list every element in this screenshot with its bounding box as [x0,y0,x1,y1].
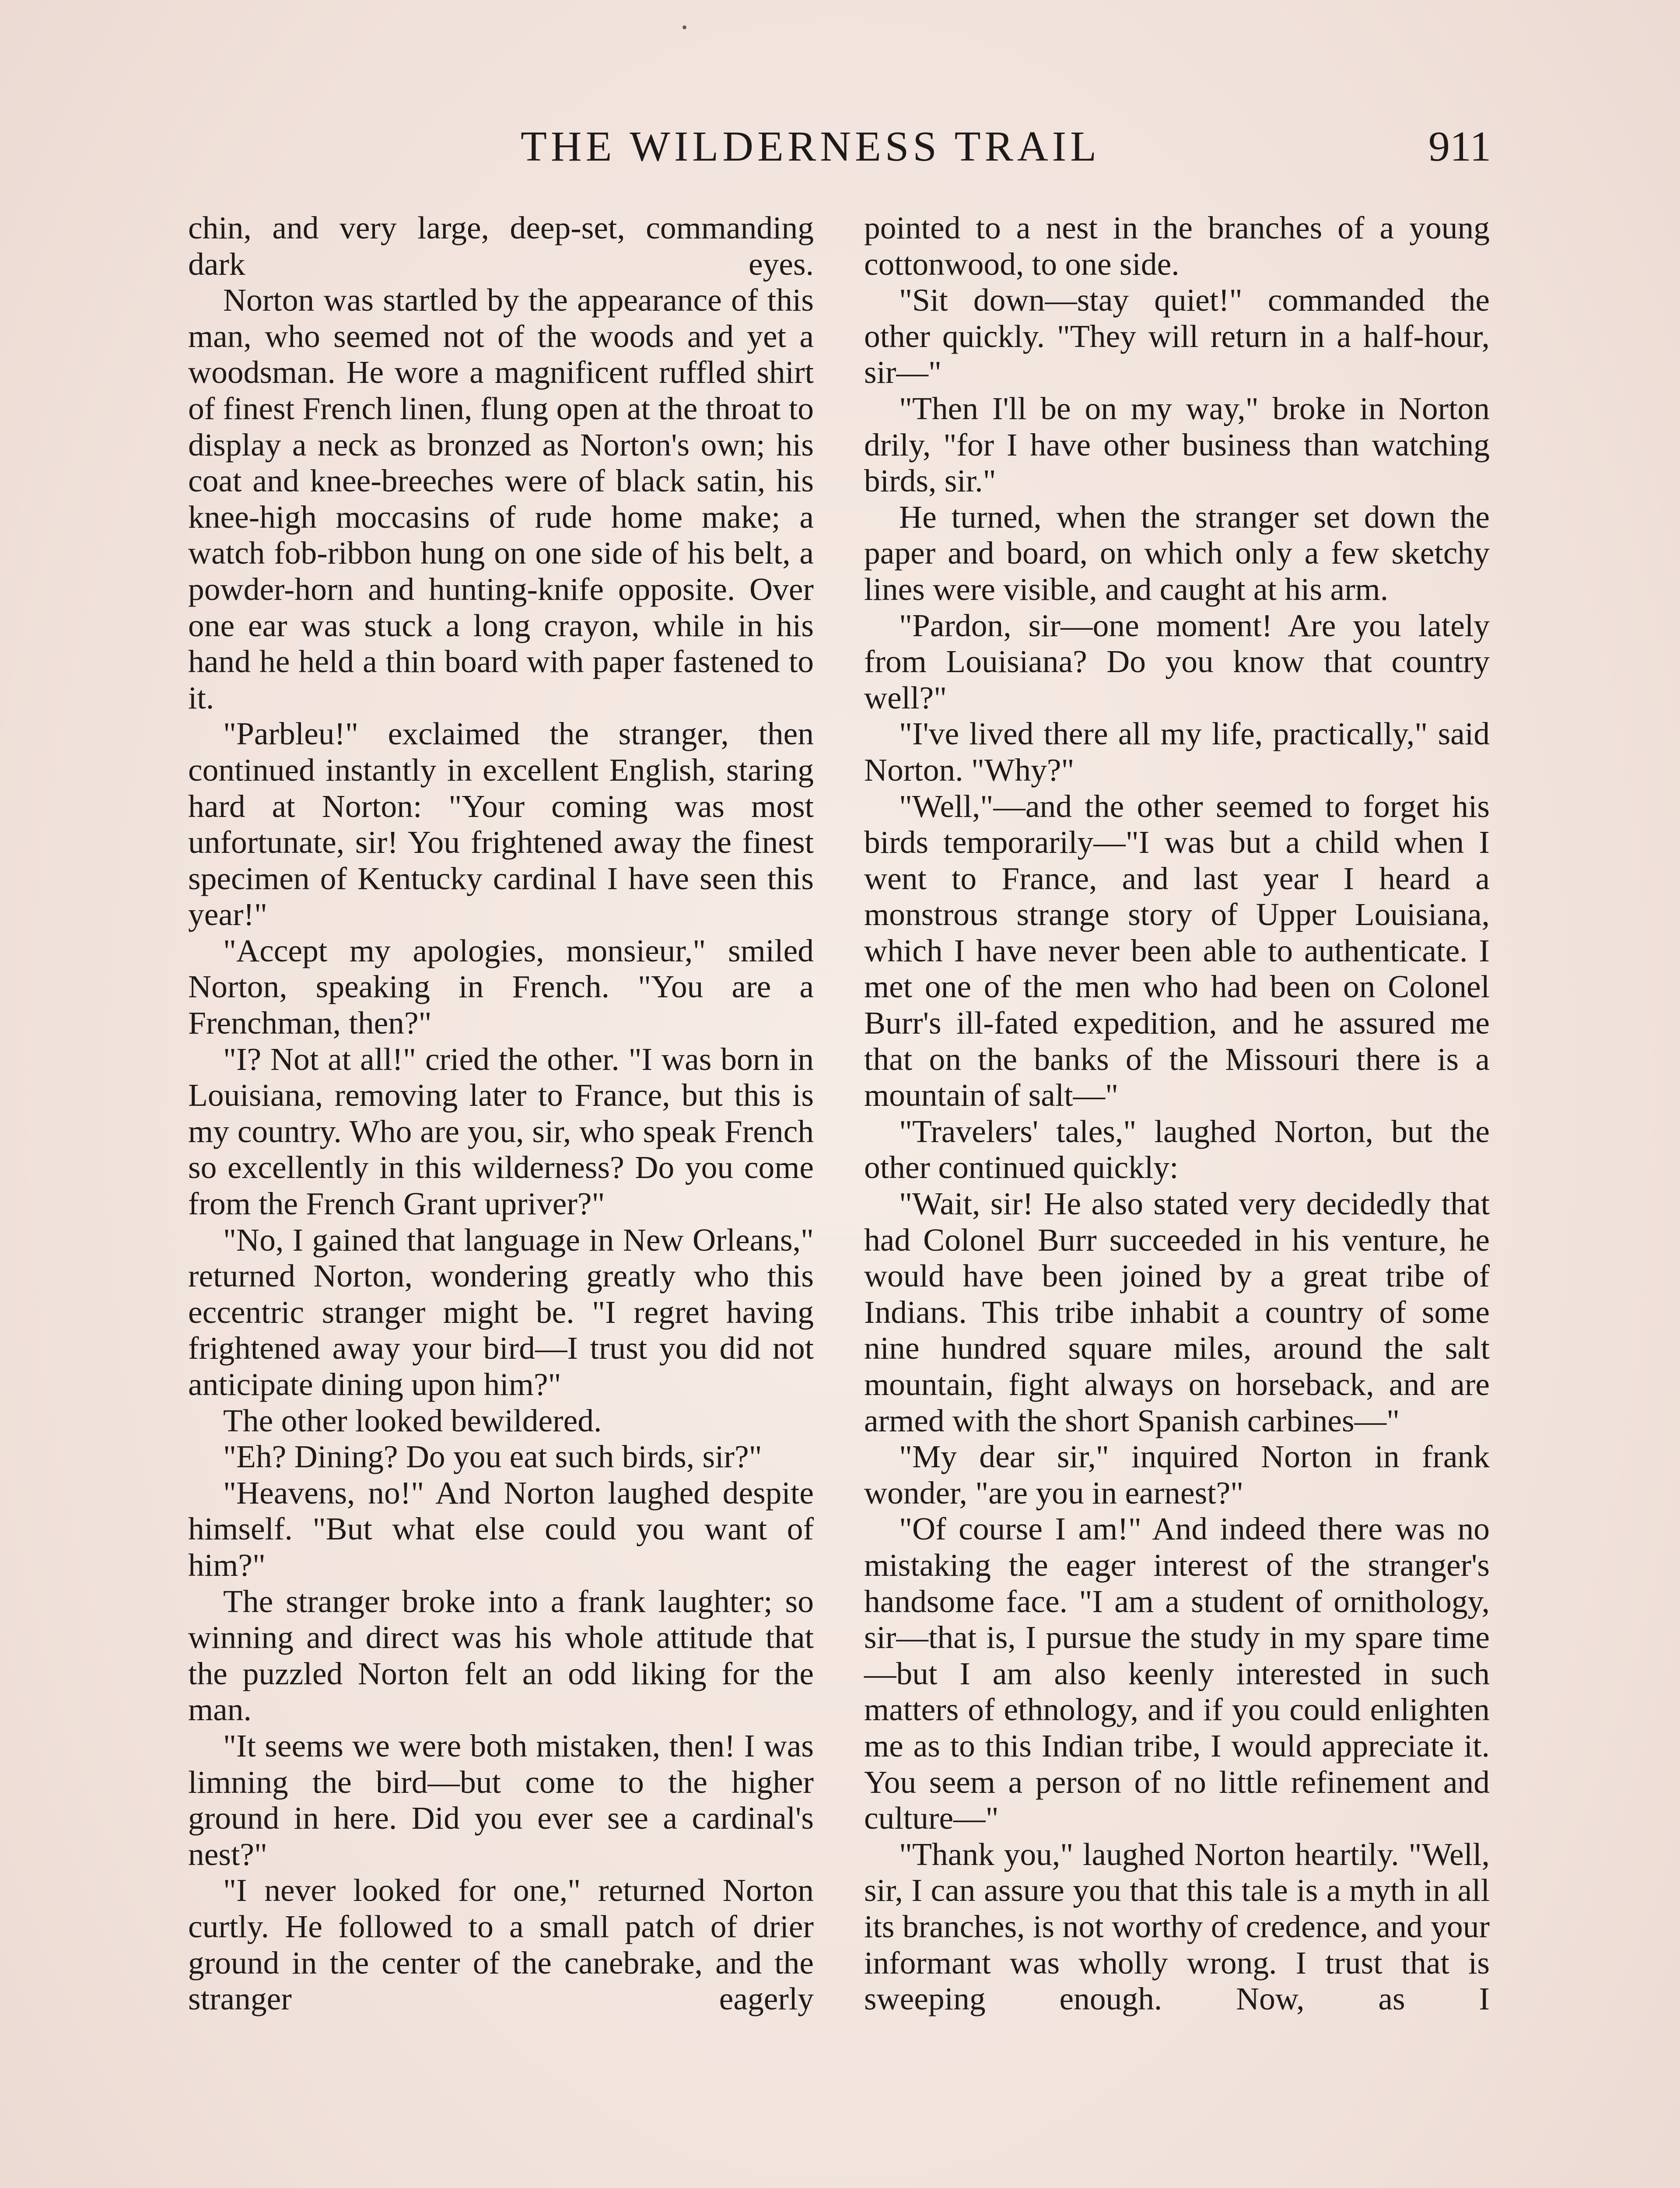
paragraph: "Well,"—and the other seemed to forget his birds temporarily—"I was but a child when I went to France, and last year I heard a monstrous strange story of Upper Louisiana, which I have never been able to authenticate. I met one of the men who had been on Colonel Burr's ill-fated expedition, and he assured me that on the banks of the Missouri there is a mountain of salt—" [864,788,1490,1113]
paragraph: "Then I'll be on my way," broke in Norton drily, "for I have other business than watching birds, sir." [864,390,1490,499]
paragraph: "Of course I am!" And indeed there was no mistaking the eager interest of the stranger's handsome face. "I am a student of ornithology, sir—that is, I pursue the study in my spare time—but I am also keenly interested in such matters of ethnology, and if you could enlighten me as to this Indian tribe, I would appreciate it. You seem a person of no little refinement and culture—" [864,1511,1490,1836]
paragraph: "Accept my apologies, monsieur," smiled Norton, speaking in French. "You are a Frenchman, then?" [188,933,814,1041]
paragraph: The other looked bewildered. [223,1403,602,1438]
running-header [0,118,1680,175]
paragraph: "Travelers' tales," laughed Norton, but the other continued quickly: [864,1113,1490,1185]
paragraph: "Heavens, no!" And Norton laughed despite himself. "But what else could you want of him?" [188,1475,814,1583]
running-title: THE WILDERNESS TRAIL [521,123,1101,170]
left-column [188,210,814,2017]
paragraph: pointed to a nest in the branches of a young cottonwood, to one side. [864,210,1490,282]
page-number: 911 [1428,123,1491,170]
paragraph: "No, I gained that language in New Orleans," returned Norton, wondering greatly who this eccentric stranger might be. "I regret having frightened away your bird—I trust you did not anticipate dining upon him?" [188,1222,814,1402]
paragraph: "It seems we were both mistaken, then! I was limning the bird—but come to the higher ground in here. Did you ever see a cardinal's nest?" [188,1728,814,1872]
paragraph: "I've lived there all my life, practically," said Norton. "Why?" [864,716,1490,788]
paragraph: The stranger broke into a frank laughter; so winning and direct was his whole attitude that the puzzled Norton felt an odd liking for the man. [188,1583,814,1728]
paragraph: "My dear sir," inquired Norton in frank wonder, "are you in earnest?" [864,1439,1490,1511]
paragraph: "Eh? Dining? Do you eat such birds, sir?" [223,1439,762,1475]
paragraph: Norton was startled by the appearance of this man, who seemed not of the woods and yet a woodsman. He wore a magnificent ruffled shirt of finest French linen, flung open at the throat to display a neck as bronzed as Norton's own; his coat and knee-breeches were of black satin, his knee-high moccasins of rude home make; a watch fob-ribbon hung on one side of his belt, a powder-horn and hunting-knife opposite. Over one ear was stuck a long crayon, while in his hand he held a thin board with paper fastened to it. [188,282,814,715]
paragraph: "Pardon, sir—one moment! Are you lately from Louisiana? Do you know that country well?" [864,607,1490,715]
print-speck [682,25,686,29]
paragraph: chin, and very large, deep-set, commanding dark eyes. [188,210,814,282]
paragraph: "Wait, sir! He also stated very decidedly that had Colonel Burr succeeded in his venture, he would have been joined by a great tribe of Indians. This tribe inhabit a country of some nine hundred square miles, around the salt mountain, fight always on horseback, and are armed with the short Spanish carbines—" [864,1186,1490,1438]
paragraph: "Parbleu!" exclaimed the stranger, then continued instantly in excellent English, staring hard at Norton: "Your coming was most unfortunate, sir! You frightened away the finest specimen of Kentucky cardinal I have seen this year!" [188,716,814,933]
paragraph: "Sit down—stay quiet!" commanded the other quickly. "They will return in a half-hour, sir—" [864,282,1490,390]
right-column [864,210,1490,2017]
paragraph: "I? Not at all!" cried the other. "I was born in Louisiana, removing later to France, but this is my country. Who are you, sir, who speak French so excellently in this wilderness? Do you come from the French Grant upriver?" [188,1041,814,1222]
paragraph: "Thank you," laughed Norton heartily. "Well, sir, I can assure you that this tale is a myth in all its branches, is not worthy of credence, and your informant was wholly wrong. I trust that is sweeping enough. Now, as I [864,1836,1490,2017]
paragraph: He turned, when the stranger set down the paper and board, on which only a few sketchy lines were visible, and caught at his arm. [864,499,1490,607]
paragraph: "I never looked for one," returned Norton curtly. He followed to a small patch of drier ground in the center of the canebrake, and the stranger eagerly [188,1872,814,2017]
